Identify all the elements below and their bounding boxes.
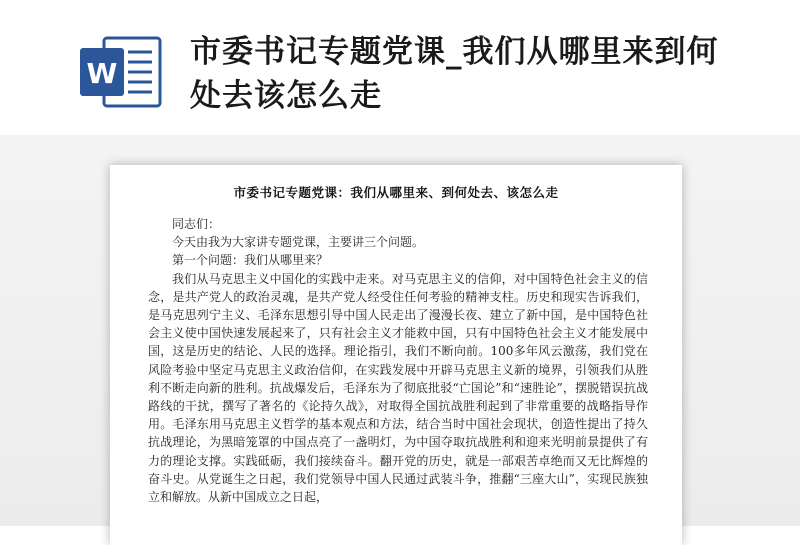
word-doc-icon: [78, 34, 164, 110]
word-icon-letter: W: [86, 57, 118, 90]
question-heading: 第一个问题：我们从哪里来？: [172, 253, 329, 268]
document-page: [110, 165, 682, 545]
page-heading: 市委书记专题党课：我们从哪里来、到何处去、该怎么走: [233, 185, 559, 200]
intro-paragraph: 今天由我为大家讲专题党课，主要讲三个问题。: [172, 235, 425, 250]
document-title: 市委书记专题党课_我们从哪里来到何处去该怎么走: [190, 34, 719, 114]
document-body: [148, 215, 648, 506]
header: [0, 0, 800, 150]
salutation: 同志们：: [172, 217, 221, 231]
body-paragraph: 我们从马克思主义中国化的实践中走来。对马克思主义的信仰，对中国特色社会主义的信念，是共产党人的政治灵魂，是共产党人经受住任何考验的精神支柱。历史和现实告诉我们，是马克思列宁主义、毛泽东思想引导中国人民走出了漫漫长夜、建立了新中国，是中国特色社会主义使中国快速发展起来了，只有社会主义才能救中国，只有中国特色社会主义才能发展中国，这是历史的结论、人民的选择。理论指引，我们不断向前。100多年风云激荡，我们党在风险考验中坚定马克思主义政治信仰，在实践发展中开辟马克思主义新的境界，引领我们从胜利不断走向新的胜利。抗战爆发后，毛泽东为了彻底批驳“亡国论”和“速胜论”，摆脱错误抗战路线的干扰，撰写了著名的《论持久战》，对取得全国抗战胜利起到了非常重要的战略指导作用。毛泽东用马克思主义哲学的基本观点和方法，结合当时中国社会现状，创造性提出了持久抗战理论，为黑暗笼罩的中国点亮了一盏明灯，为中国夺取抗战胜利和迎来光明前景提供了有力的理论支撑。实践砥砺，我们接续奋斗。翻开党的历史，就是一部艰苦卓绝而又无比辉煌的奋斗史。从党诞生之日起，我们党领导中国人民通过武装斗争，推翻“三座大山”，实现民族独立和解放。从新中国成立之日起，: [148, 271, 648, 505]
